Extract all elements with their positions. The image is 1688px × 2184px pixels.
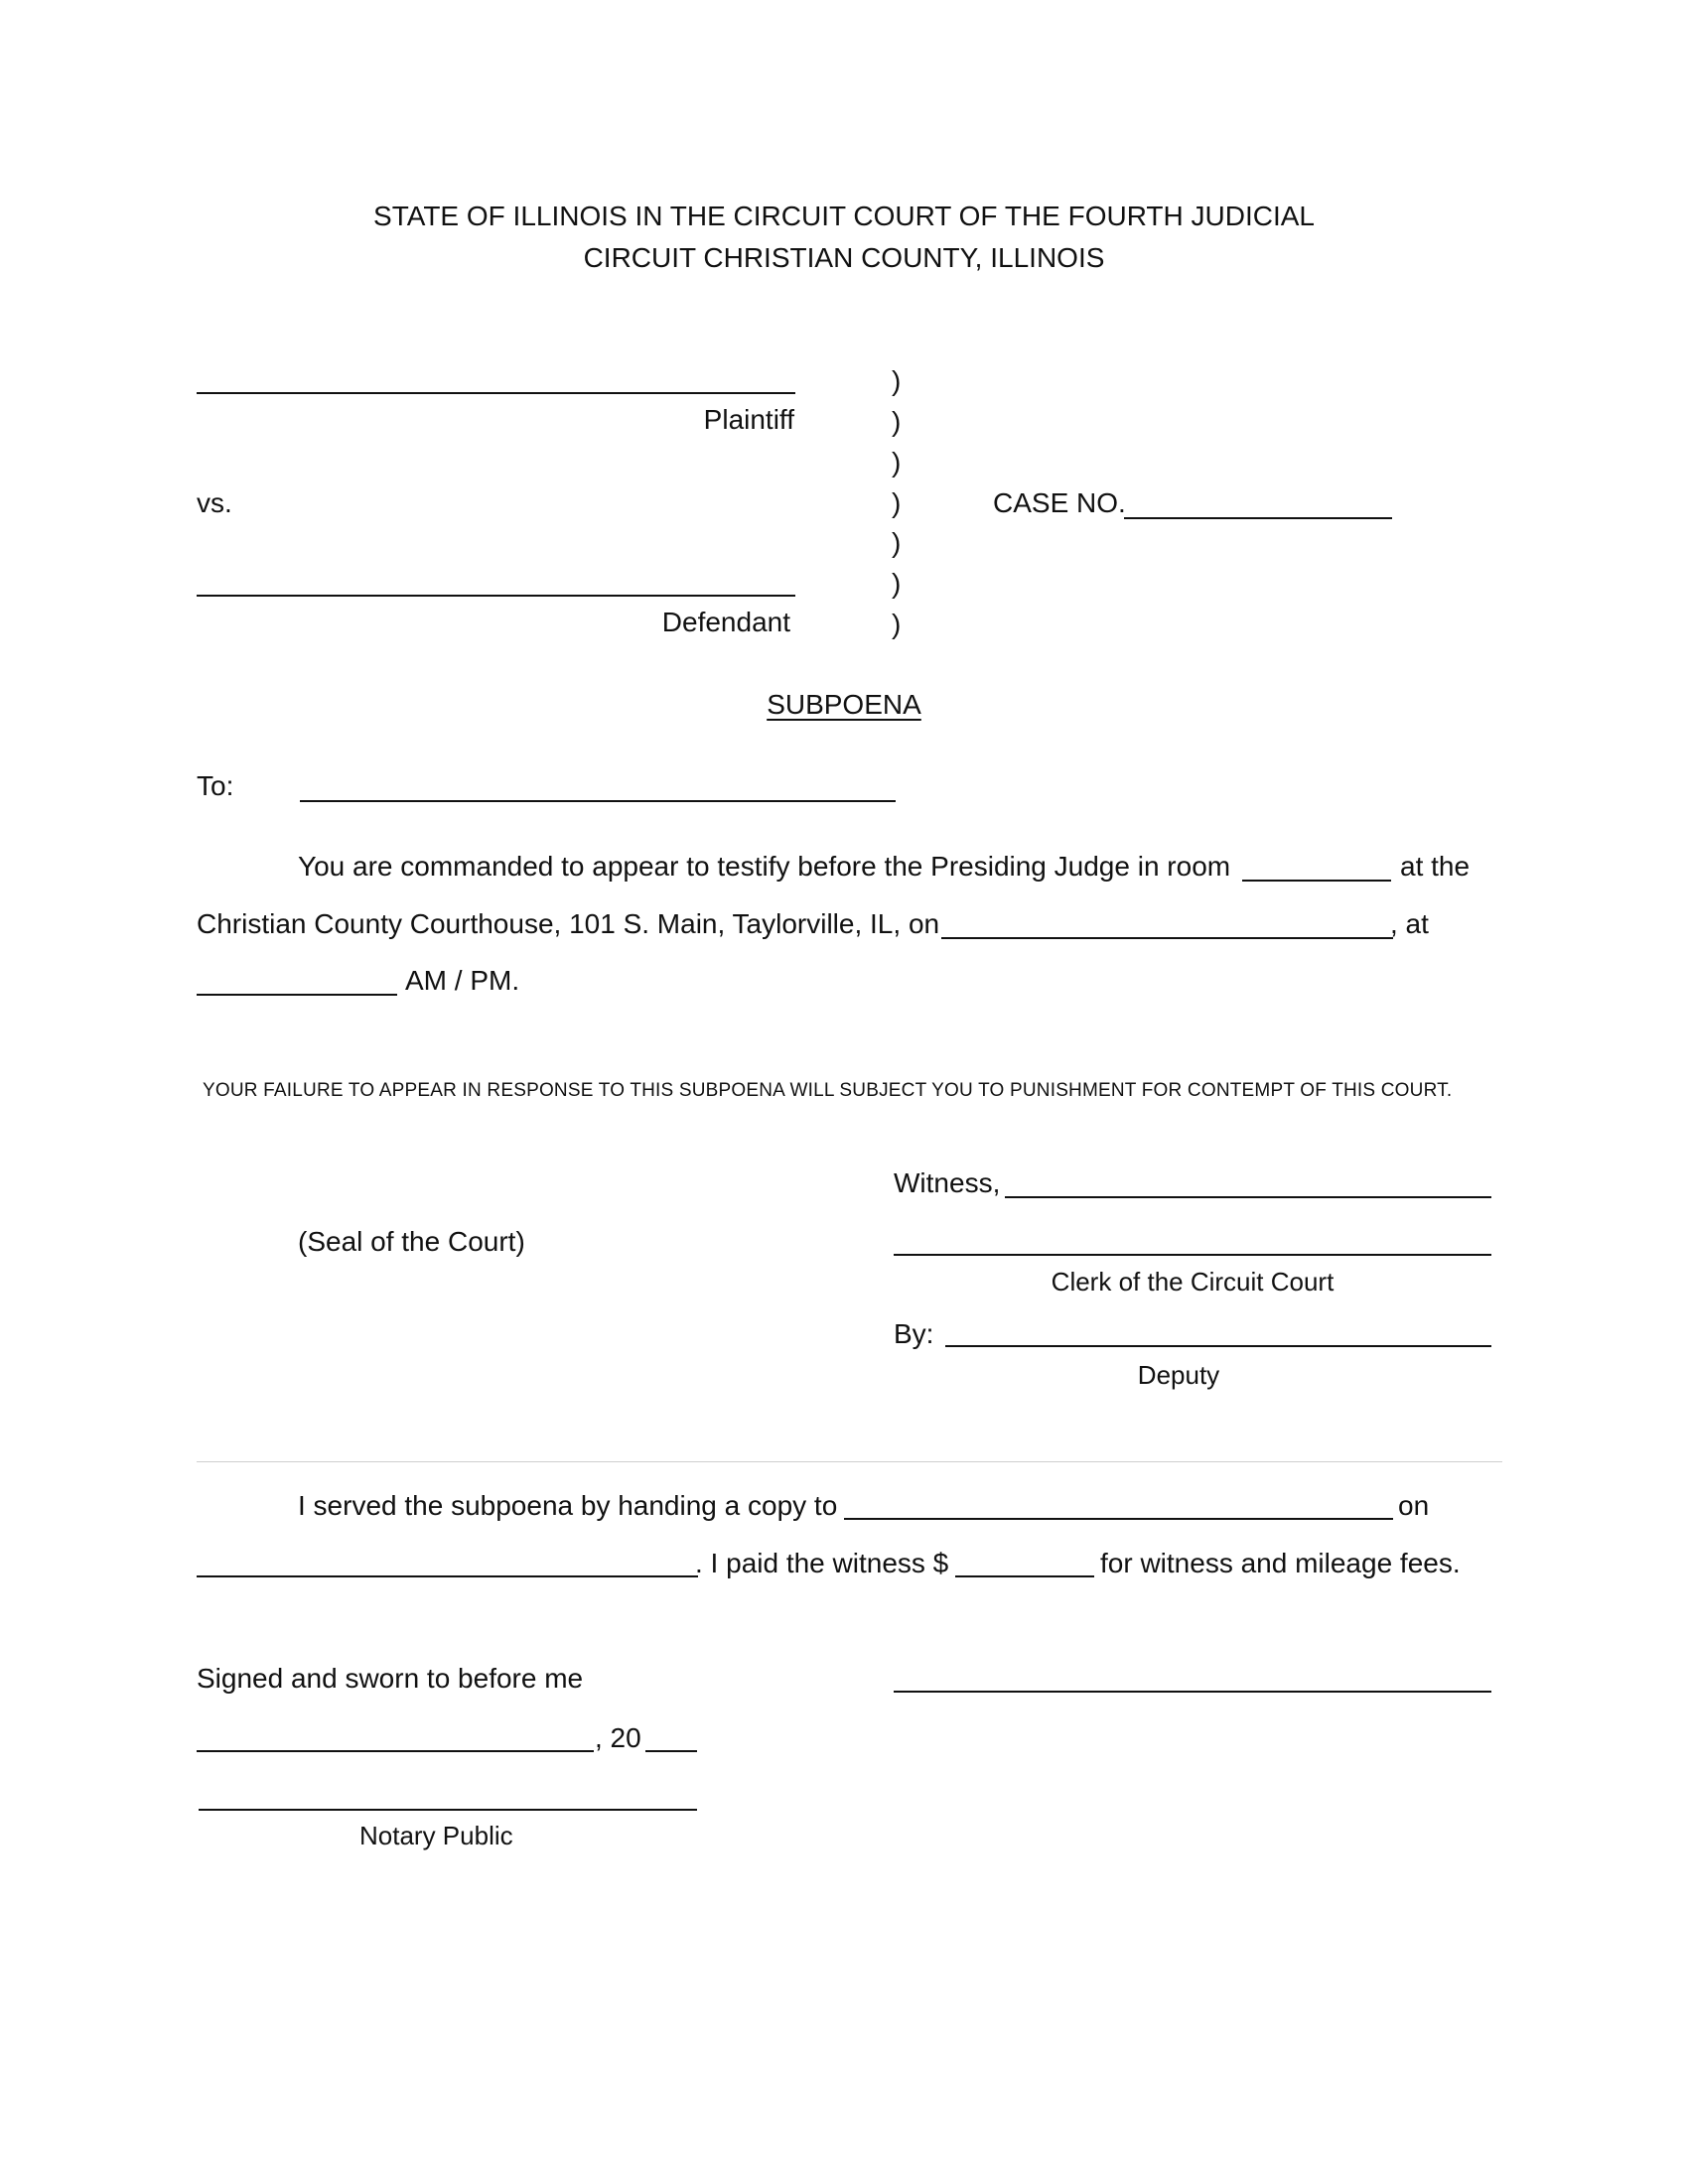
appearance-date-line[interactable] [941, 937, 1393, 939]
defendant-label: Defendant [661, 607, 790, 637]
contempt-warning: YOUR FAILURE TO APPEAR IN RESPONSE TO THIS SUBPOENA WILL SUBJECT YOU TO PUNISHMENT FOR CONTEMPT OF THIS COURT. [203, 1080, 1453, 1101]
caption-paren: ) [892, 487, 902, 518]
caption-paren: ) [892, 406, 902, 437]
command-text-5: AM / PM. [405, 965, 520, 996]
witness-fee-line[interactable] [955, 1575, 1094, 1577]
caption-paren: ) [892, 568, 902, 599]
served-person-line[interactable] [844, 1518, 1393, 1520]
command-text-4: , at [1390, 908, 1429, 939]
deputy-signature-line[interactable] [945, 1345, 1491, 1347]
case-no-line[interactable] [1124, 517, 1392, 519]
service-text-4: for witness and mileage fees. [1100, 1548, 1461, 1578]
section-divider [197, 1461, 1502, 1462]
witness-line[interactable] [1005, 1196, 1491, 1198]
service-text-1: I served the subpoena by handing a copy to [298, 1490, 838, 1521]
plaintiff-label: Plaintiff [703, 404, 794, 435]
service-date-line[interactable] [197, 1575, 698, 1577]
service-text-3: . I paid the witness $ [695, 1548, 949, 1578]
caption-paren: ) [892, 447, 902, 478]
by-label: By: [894, 1318, 934, 1349]
clerk-label: Clerk of the Circuit Court [1051, 1267, 1335, 1297]
court-header-line-1: STATE OF ILLINOIS IN THE CIRCUIT COURT OF THE FOURTH JUDICIAL [373, 201, 1315, 231]
document-title: SUBPOENA [767, 689, 921, 720]
plaintiff-name-line[interactable] [197, 392, 795, 394]
notary-signature-line[interactable] [199, 1809, 697, 1811]
room-number-line[interactable] [1242, 880, 1391, 882]
defendant-name-line[interactable] [197, 595, 795, 597]
command-text-3: Christian County Courthouse, 101 S. Main, Taylorville, IL, on [197, 908, 940, 939]
court-header-line-2: CIRCUIT CHRISTIAN COUNTY, ILLINOIS [583, 242, 1105, 273]
command-text-1: You are commanded to appear to testify before the Presiding Judge in room [298, 851, 1231, 882]
to-recipient-line[interactable] [300, 800, 896, 802]
case-no-label: CASE NO. [993, 487, 1126, 518]
clerk-signature-line[interactable] [894, 1254, 1491, 1256]
caption-paren: ) [892, 527, 902, 558]
year-prefix: , 20 [595, 1722, 641, 1753]
command-text-2: at the [1400, 851, 1471, 882]
deputy-label: Deputy [1137, 1360, 1220, 1390]
witness-label: Witness, [894, 1167, 1001, 1198]
sworn-date-line[interactable] [197, 1750, 594, 1752]
appearance-time-line[interactable] [197, 994, 397, 996]
notary-label: Notary Public [359, 1821, 513, 1850]
server-signature-line[interactable] [894, 1691, 1491, 1693]
sworn-label: Signed and sworn to before me [197, 1663, 584, 1694]
to-label: To: [197, 770, 234, 801]
caption-paren: ) [892, 609, 902, 639]
court-seal-label: (Seal of the Court) [298, 1226, 525, 1257]
year-suffix-line[interactable] [645, 1750, 697, 1752]
caption-paren: ) [892, 365, 902, 396]
vs-label: vs. [197, 487, 232, 518]
service-text-2: on [1398, 1490, 1430, 1521]
